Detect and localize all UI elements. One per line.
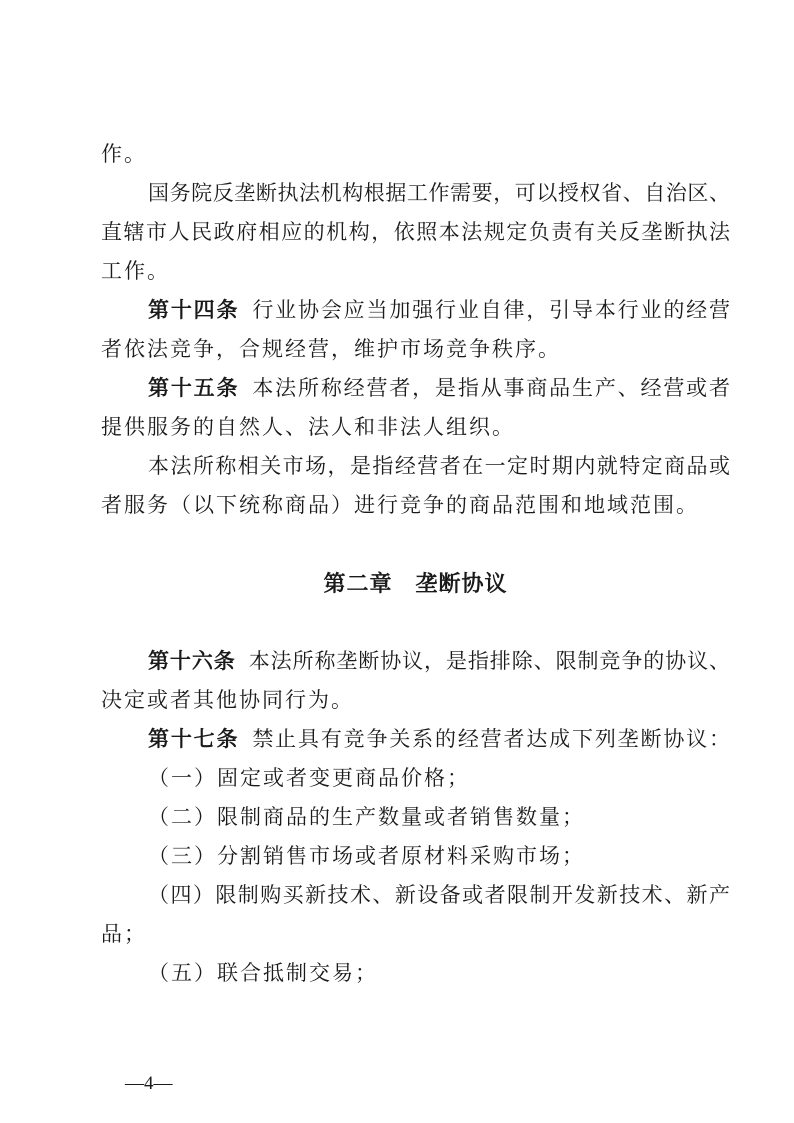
text-line: 国务院反垄断执法机构根据工作需要，可以授权省、自治区、 <box>148 181 730 205</box>
text-line: 提供服务的自然人、法人和非法人组织。 <box>101 415 515 439</box>
article-text: 禁止具有竞争关系的经营者达成下列垄断协议： <box>252 727 731 751</box>
blank-line <box>101 603 730 642</box>
article-number: 第十四条 <box>148 299 240 322</box>
text-line: （二）限制商品的生产数量或者销售数量； <box>148 805 585 829</box>
chapter-heading: 第二章 垄断协议 <box>323 571 508 596</box>
article-line <box>101 642 730 681</box>
text-line: 品； <box>101 922 147 946</box>
article-number: 第十七条 <box>148 728 240 751</box>
article-number: 第十五条 <box>148 377 240 400</box>
text-line: 直辖市人民政府相应的机构，依照本法规定负责有关反垄断执法 <box>101 220 730 244</box>
article-line <box>101 720 730 759</box>
article-text: 本法所称垄断协议，是指排除、限制竞争的协议、 <box>248 649 731 673</box>
article-text: 行业协会应当加强行业自律，引导本行业的经营 <box>252 298 731 322</box>
article-text: 本法所称经营者，是指从事商品生产、经营或者 <box>252 376 731 400</box>
blank-line <box>101 525 730 564</box>
text-line: 决定或者其他协同行为。 <box>101 688 354 712</box>
text-line: （三）分割销售市场或者原材料采购市场； <box>148 844 585 868</box>
document-body <box>101 135 730 993</box>
text-line: 工作。 <box>101 259 170 283</box>
text-line: 本法所称相关市场，是指经营者在一定时期内就特定商品或 <box>148 454 730 478</box>
text-line: 作。 <box>101 142 147 166</box>
text-line: （五）联合抵制交易； <box>148 961 378 985</box>
text-line: （一）固定或者变更商品价格； <box>148 766 470 790</box>
text-line: 者服务（以下统称商品）进行竞争的商品范围和地域范围。 <box>101 493 699 517</box>
article-line <box>101 369 730 408</box>
page-number: —4— <box>125 1073 173 1094</box>
text-line: （四）限制购买新技术、新设备或者限制开发新技术、新产 <box>148 883 730 907</box>
text-line: 者依法竞争，合规经营，维护市场竞争秩序。 <box>101 337 561 361</box>
article-number: 第十六条 <box>148 650 236 673</box>
article-line <box>101 291 730 330</box>
